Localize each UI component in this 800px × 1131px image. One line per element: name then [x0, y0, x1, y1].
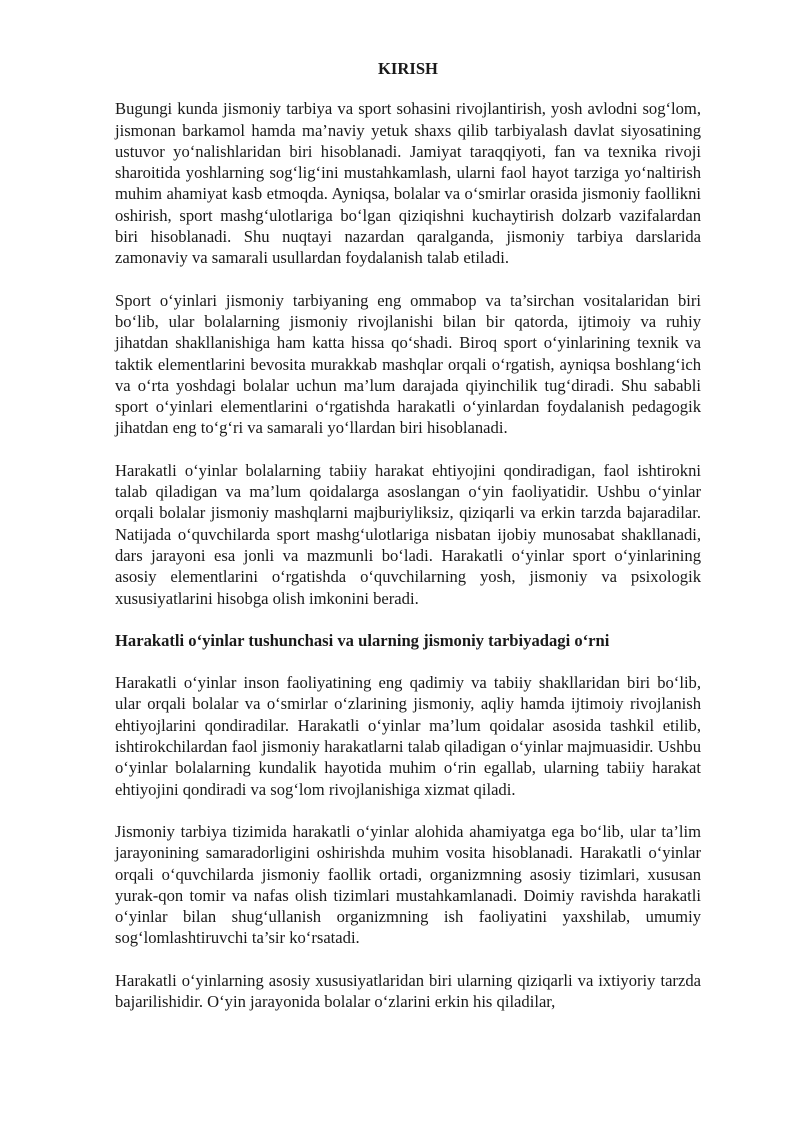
section-paragraph-3: Harakatli o‘yinlarning asosiy xususiyatlaridan biri ularning qiziqarli va ixtiyoriy tarzda bajarilishidir. O‘yin jarayonida bolalar o‘zlarini erkin his qiladilar, — [115, 970, 701, 1011]
document-title: KIRISH — [378, 59, 438, 78]
intro-paragraph-3: Harakatli o‘yinlar bolalarning tabiiy harakat ehtiyojini qondiradigan, faol ishtirokni talab qiladigan va ma’lum qoidalarga asoslangan o‘yin faoliyatidir. Ushbu o‘yinlar orqali bolalar jismoniy mashqlarni majburiyliksiz, qiziqarli va erkin tarzda bajaradilar. Natijada o‘quvchilarda sport mashg‘ulotlariga nisbatan ijobiy munosabat shakllanadi, dars jarayoni esa jonli va mazmunli bo‘ladi. Harakatli o‘yinlar sport o‘yinlarining asosiy elementlarini o‘rgatishda o‘quvchilarning yosh, jismoniy va psixologik xususiyatlarini hisobga olish imkonini beradi. — [115, 460, 701, 608]
section-paragraph-1: Harakatli o‘yinlar inson faoliyatining eng qadimiy va tabiiy shakllaridan biri bo‘lib, ular orqali bolalar va o‘smirlar o‘zlarining jismoniy, aqliy hamda ijtimoiy rivojlanish ehtiyojlarini qondiradilar. Harakatli o‘yinlar ma’lum qoidalar asosida tashkil etilib, ishtirokchilardan faol jismoniy harakatlarni talab qiladigan o‘yinlar majmuasidir. Ushbu o‘yinlar bolalarning kundalik hayotida muhim o‘rin egallab, ularning tabiiy harakat ehtiyojini qondiradi va sog‘lom rivojlanishiga xizmat qiladi. — [115, 673, 701, 799]
section-heading: Harakatli o‘yinlar tushunchasi va ularning jismoniy tarbiyadagi o‘rni — [115, 630, 610, 650]
document-page — [115, 58, 701, 1012]
section-paragraph-2: Jismoniy tarbiya tizimida harakatli o‘yinlar alohida ahamiyatga ega bo‘lib, ular ta’lim jarayonining samaradorligini oshirishda muhim vosita hisoblanadi. Harakatli o‘yinlar orqali o‘quvchilarda jismoniy faollik ortadi, organizmning asosiy tizimlari, xususan yurak-qon tomir va nafas olish tizimlari mustahkamlanadi. Doimiy ravishda harakatli o‘yinlar bilan shug‘ullanish organizmning ish faoliyatini yaxshilab, umumiy sog‘lomlashtiruvchi ta’sir ko‘rsatadi. — [115, 821, 701, 948]
intro-paragraph-1: Bugungi kunda jismoniy tarbiya va sport sohasini rivojlantirish, yosh avlodni sog‘lom, jismonan barkamol hamda ma’naviy yetuk shaxs qilib tarbiyalash davlat siyosatining ustuvor yo‘nalishlaridan biri hisoblanadi. Jamiyat taraqqiyoti, fan va texnika rivoji sharoitida yoshlarning sog‘lig‘ini mustahkamlash, ularni faol hayot tarziga yo‘naltirish muhim ahamiyat kasb etmoqda. Ayniqsa, bolalar va o‘smirlar orasida jismoniy faollikni oshirish, sport mashg‘ulotlariga bo‘lgan qiziqishni kuchaytirish dolzarb vazifalardan biri hisoblanadi. Shu nuqtayi nazardan qaralganda, jismoniy tarbiya darslarida zamonaviy va samarali usullardan foydalanish talab etiladi. — [115, 99, 701, 268]
intro-paragraph-2: Sport o‘yinlari jismoniy tarbiyaning eng ommabop va ta’sirchan vositalaridan biri bo‘lib, ular bolalarning jismoniy rivojlanishi bilan bir qatorda, ijtimoiy va ruhiy jihatdan shakllanishiga ham katta hissa qo‘shadi. Biroq sport o‘yinlarining texnik va taktik elementlarini bevosita murakkab mashqlar orqali o‘rgatish, ayniqsa boshlang‘ich va o‘rta yoshdagi bolalar uchun ma’lum darajada qiyinchilik tug‘diradi. Shu sababli sport o‘yinlari elementlarini o‘rgatishda harakatli o‘yinlardan foydalanish pedagogik jihatdan eng to‘g‘ri va samarali yo‘llardan biri hisoblanadi. — [115, 290, 701, 438]
